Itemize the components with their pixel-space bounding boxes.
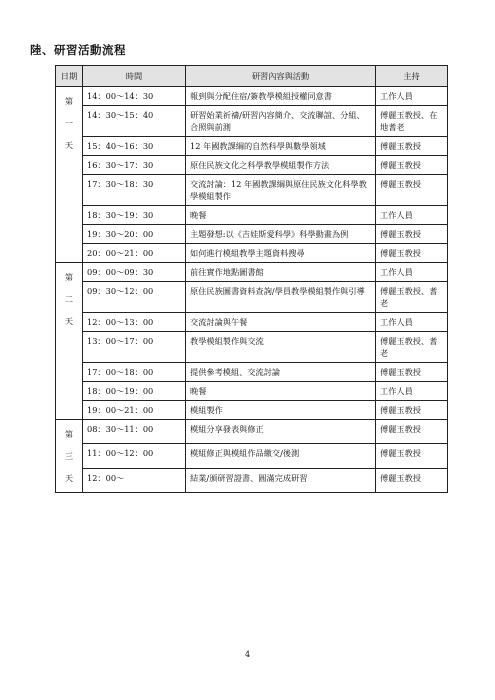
table-row xyxy=(56,244,448,263)
schedule-body xyxy=(56,87,448,493)
content-cell: 提供參考模組、交流討論 xyxy=(186,363,376,382)
content-cell: 晚餐 xyxy=(186,382,376,401)
table-row xyxy=(56,225,448,244)
content-cell: 模組分享發表與修正 xyxy=(186,420,376,444)
content-cell: 前往實作地點圖書館 xyxy=(186,263,376,282)
section-title: 陸、研習活動流程 xyxy=(30,43,126,57)
day-label-char: 二 xyxy=(64,294,74,304)
host-cell: 傅麗玉教授 xyxy=(376,468,448,492)
content-cell: 晚餐 xyxy=(186,206,376,225)
host-cell: 傅麗玉教授 xyxy=(376,363,448,382)
table-row xyxy=(56,175,448,206)
table-row xyxy=(56,313,448,332)
time-cell: 17：30～18：30 xyxy=(83,175,186,206)
content-cell: 研習始業祈禱/研習內容簡介、交流聯誼、分組、合照與前測 xyxy=(186,106,376,137)
day-label-char: 天 xyxy=(64,316,74,326)
time-cell: 13：00～17：00 xyxy=(83,332,186,363)
time-cell: 19：00～21：00 xyxy=(83,401,186,420)
table-row xyxy=(56,156,448,175)
time-cell: 14：30～15：40 xyxy=(83,106,186,137)
content-cell: 模組修正與模組作品繳交/後測 xyxy=(186,444,376,468)
day-label-char: 第 xyxy=(64,429,74,439)
host-cell: 工作人員 xyxy=(376,313,448,332)
content-cell: 教學模組製作與交流 xyxy=(186,332,376,363)
time-cell: 16：30～17：30 xyxy=(83,156,186,175)
content-cell: 原住民族文化之科學教學模組製作方法 xyxy=(186,156,376,175)
host-cell: 傅麗玉教授 xyxy=(376,175,448,206)
table-row xyxy=(56,332,448,363)
header-host: 主持 xyxy=(376,66,448,87)
page-number: 4 xyxy=(244,650,251,659)
day-label-char: 第 xyxy=(64,272,74,282)
table-row xyxy=(56,401,448,420)
content-cell: 主題發想:以《吉娃斯愛科學》科學動畫為例 xyxy=(186,225,376,244)
table-row xyxy=(56,87,448,106)
time-cell: 11：00～12：00 xyxy=(83,444,186,468)
host-cell: 工作人員 xyxy=(376,263,448,282)
host-cell: 工作人員 xyxy=(376,382,448,401)
time-cell: 12：00～ xyxy=(83,468,186,492)
host-cell: 傅麗玉教授、耆老 xyxy=(376,332,448,363)
table-row xyxy=(56,282,448,313)
table-row xyxy=(56,444,448,468)
day-label-char: 天 xyxy=(64,140,74,150)
table-header-row xyxy=(56,66,448,87)
host-cell: 傅麗玉教授、在地耆老 xyxy=(376,106,448,137)
time-cell: 18：30～19：30 xyxy=(83,206,186,225)
table-row xyxy=(56,420,448,444)
time-cell: 08：30～11：00 xyxy=(83,420,186,444)
content-cell: 模組製作 xyxy=(186,401,376,420)
time-cell: 14：00～14：30 xyxy=(83,87,186,106)
day-label-cell xyxy=(56,420,83,493)
host-cell: 工作人員 xyxy=(376,206,448,225)
host-cell: 傅麗玉教授、耆老 xyxy=(376,282,448,313)
time-cell: 20：00～21：00 xyxy=(83,244,186,263)
time-cell: 09：30～12：00 xyxy=(83,282,186,313)
host-cell: 傅麗玉教授 xyxy=(376,137,448,156)
host-cell: 傅麗玉教授 xyxy=(376,225,448,244)
host-cell: 工作人員 xyxy=(376,87,448,106)
day-label-char: 一 xyxy=(64,118,74,128)
time-cell: 12：00～13：00 xyxy=(83,313,186,332)
table-row xyxy=(56,382,448,401)
day-label-cell xyxy=(56,263,83,420)
header-time: 時間 xyxy=(83,66,186,87)
content-cell: 如何進行模組教學主題資料搜尋 xyxy=(186,244,376,263)
content-cell: 原住民族圖書資料查詢/學員教學模組製作與引導 xyxy=(186,282,376,313)
time-cell: 15：40～16：30 xyxy=(83,137,186,156)
time-cell: 19：30～20：00 xyxy=(83,225,186,244)
host-cell: 傅麗玉教授 xyxy=(376,420,448,444)
host-cell: 傅麗玉教授 xyxy=(376,444,448,468)
table-row xyxy=(56,363,448,382)
content-cell: 交流討論：12 年國教課綱與原住民族文化科學教學模組製作 xyxy=(186,175,376,206)
table-row xyxy=(56,137,448,156)
host-cell: 傅麗玉教授 xyxy=(376,401,448,420)
host-cell: 傅麗玉教授 xyxy=(376,156,448,175)
header-day: 日期 xyxy=(56,66,83,87)
time-cell: 17：00～18：00 xyxy=(83,363,186,382)
content-cell: 12 年國教課綱的自然科學與數學領域 xyxy=(186,137,376,156)
content-cell: 交流討論與午餐 xyxy=(186,313,376,332)
day-label-char: 天 xyxy=(64,473,74,483)
table-row xyxy=(56,106,448,137)
content-cell: 報到與分配住宿/簽教學模組授權同意書 xyxy=(186,87,376,106)
table-row xyxy=(56,206,448,225)
content-cell: 結業/頒研習證書、圓滿完成研習 xyxy=(186,468,376,492)
host-cell: 傅麗玉教授 xyxy=(376,244,448,263)
day-label-cell xyxy=(56,87,83,263)
schedule-table xyxy=(55,65,448,493)
day-label-char: 第 xyxy=(64,96,74,106)
day-label-char: 三 xyxy=(64,451,74,461)
time-cell: 09：00～09：30 xyxy=(83,263,186,282)
header-content: 研習內容與活動 xyxy=(186,66,376,87)
time-cell: 18：00～19：00 xyxy=(83,382,186,401)
table-row xyxy=(56,263,448,282)
table-row xyxy=(56,468,448,492)
